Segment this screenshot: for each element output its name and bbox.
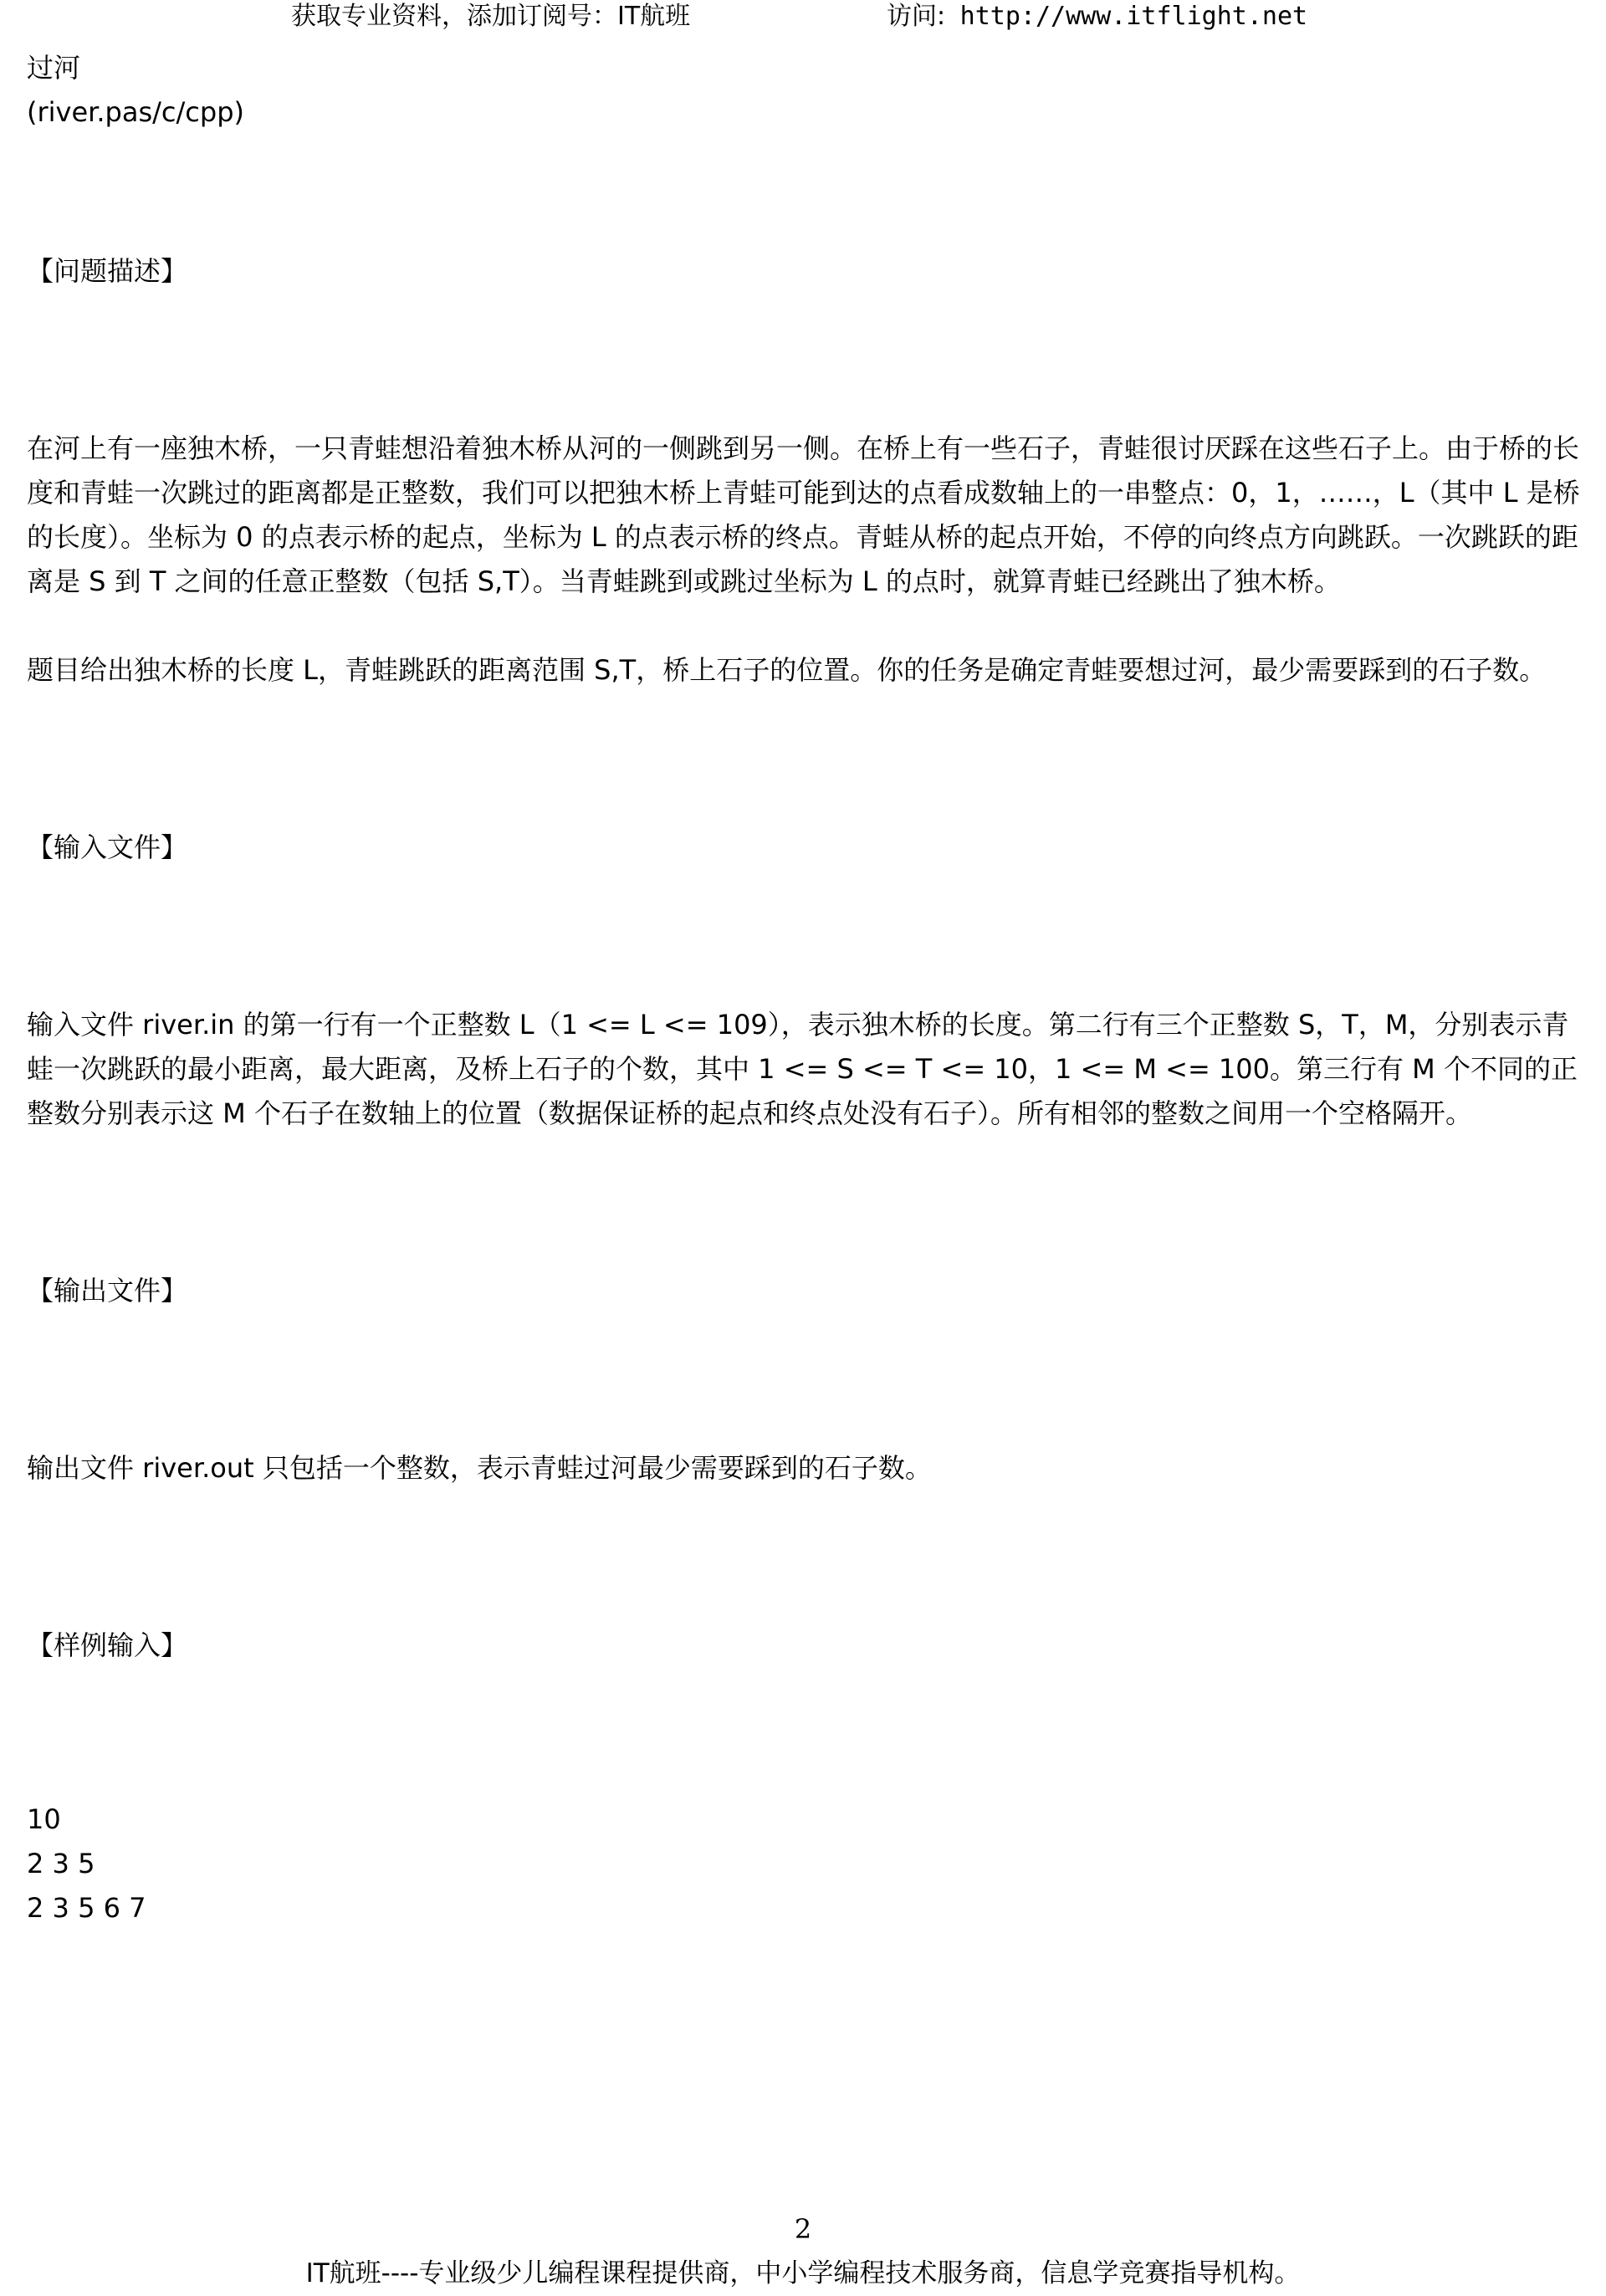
document-body	[27, 46, 1589, 1930]
header-promo-text: 获取专业资料，添加订阅号：IT航班	[291, 2, 691, 31]
input-heading: 【输入文件】	[27, 831, 188, 863]
output-heading: 【输出文件】	[27, 1275, 188, 1307]
problem-title: 过河	[27, 52, 81, 84]
sample-input-heading: 【样例输入】	[27, 1629, 188, 1661]
description-heading: 【问题描述】	[27, 255, 188, 287]
description-paragraph-2: 题目给出独木桥的长度 L，青蛙跳跃的距离范围 S,T，桥上石子的位置。你的任务是确定青蛙要想过河，最少需要踩到的石子数。	[27, 654, 1547, 686]
output-paragraph: 输出文件 river.out 只包括一个整数，表示青蛙过河最少需要踩到的石子数。	[27, 1452, 932, 1484]
header-visit-label: 访问:	[887, 2, 946, 31]
problem-filename: (river.pas/c/cpp)	[27, 96, 244, 128]
header-visit	[887, 0, 1307, 33]
page-number: 2	[794, 2213, 812, 2245]
input-paragraph: 输入文件 river.in 的第一行有一个正整数 L（1 <= L <= 109），表示独木桥的长度。第二行有三个正整数 S，T，M，分别表示青蛙一次跳跃的最小距离，最大距离，及桥上石子的个数，其中 1 <= S <= T <= 10，1 <= M <= 100。第三行有 M 个不同的正整数分别表示这 M 个石子在数轴上的位置（数据保证桥的起点和终点处没有石子）。所有相邻的整数之间用一个空格隔开。	[27, 1009, 1578, 1129]
header-url-link[interactable]: http://www.itflight.net	[959, 2, 1308, 31]
sample-input-line-2: 2 3 5	[27, 1848, 95, 1879]
sample-input-line-3: 2 3 5 6 7	[27, 1892, 146, 1924]
sample-input-line-1: 10	[27, 1803, 61, 1835]
page-header	[0, 0, 1606, 33]
page-footer: IT航班----专业级少儿编程课程提供商，中小学编程技术服务商，信息学竞赛指导机构。	[305, 2258, 1301, 2288]
description-paragraph-1: 在河上有一座独木桥，一只青蛙想沿着独木桥从河的一侧跳到另一侧。在桥上有一些石子，青蛙很讨厌踩在这些石子上。由于桥的长度和青蛙一次跳过的距离都是正整数，我们可以把独木桥上青蛙可能到达的点看成数轴上的一串整点：0，1，……，L（其中 L 是桥的长度）。坐标为 0 的点表示桥的起点，坐标为 L 的点表示桥的终点。青蛙从桥的起点开始，不停的向终点方向跳跃。一次跳跃的距离是 S 到 T 之间的任意正整数（包括 S,T）。当青蛙跳到或跳过坐标为 L 的点时，就算青蛙已经跳出了独木桥。	[27, 432, 1580, 597]
